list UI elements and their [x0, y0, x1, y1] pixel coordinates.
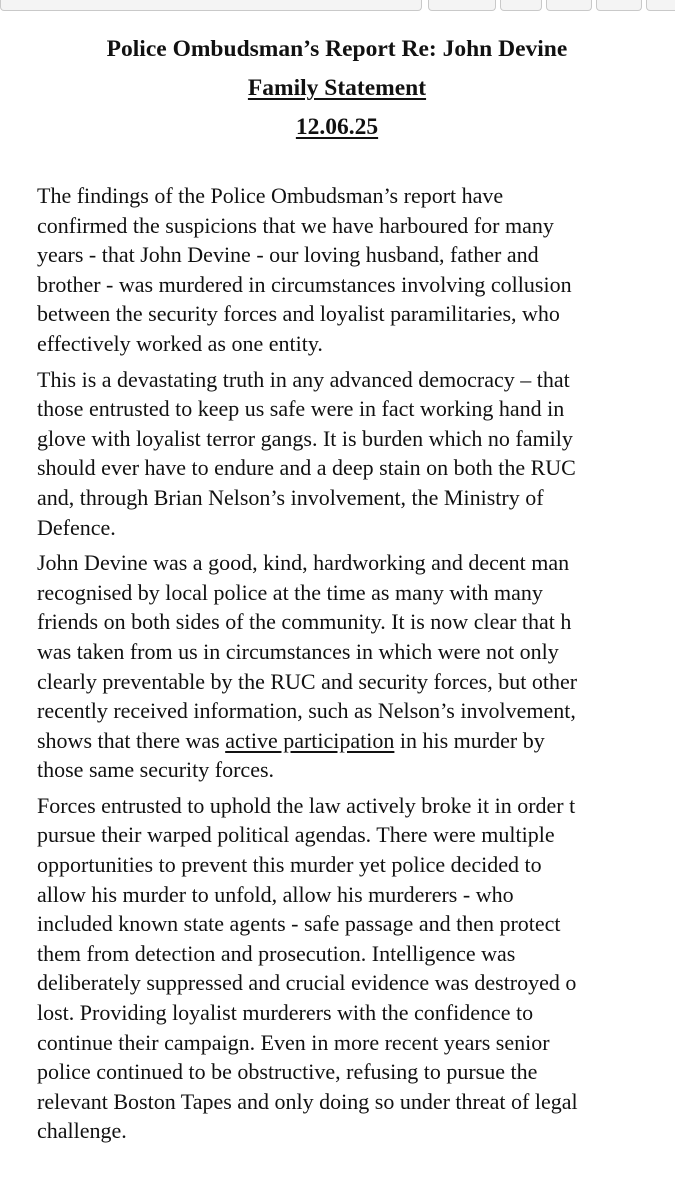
text-line: lost. Providing loyalist murderers with the confidence to — [37, 1000, 534, 1026]
document-title: Police Ombudsman’s Report Re: John Devine — [106, 36, 568, 62]
text-line: those same security forces. — [37, 757, 275, 783]
paragraph-4 — [37, 791, 675, 1146]
text-line: glove with loyalist terror gangs. It is burden which no family — [37, 425, 573, 451]
text-line: confirmed the suspicions that we have harboured for many — [37, 212, 554, 238]
text-line: friends on both sides of the community. It is now clear that h — [37, 609, 572, 635]
text-line: challenge. — [37, 1118, 127, 1144]
toolbar-segment — [428, 0, 496, 11]
document-page — [37, 30, 675, 1152]
text-line: John Devine was a good, kind, hardworking and decent man — [37, 550, 570, 576]
toolbar-segment — [500, 0, 542, 11]
text-line: those entrusted to keep us safe were in fact working hand in — [37, 396, 565, 422]
text-line: effectively worked as one entity. — [37, 330, 323, 356]
toolbar-segment — [546, 0, 592, 11]
text-line: included known state agents - safe passage and then protect — [37, 911, 561, 937]
text-line: Defence. — [37, 514, 116, 540]
text-line-emphasis — [37, 726, 675, 756]
toolbar-segment — [646, 0, 675, 11]
paragraph-3 — [37, 548, 675, 785]
statement-body — [37, 181, 675, 1146]
toolbar-segment — [596, 0, 642, 11]
text-line: recognised by local police at the time as many with many — [37, 579, 543, 605]
text-line: was taken from us in circumstances in which were not only — [37, 638, 559, 664]
document-date: 12.06.25 — [295, 114, 379, 140]
document-header — [37, 30, 637, 147]
text-line: police continued to be obstructive, refusing to pursue the — [37, 1059, 538, 1085]
toolbar-segment — [0, 0, 422, 11]
text-line: pursue their warped political agendas. There were multiple — [37, 822, 555, 848]
text-line: and, through Brian Nelson’s involvement, the Ministry of — [37, 484, 544, 510]
underlined-phrase: active participation — [225, 727, 395, 753]
text-fragment: in his murder by — [394, 727, 545, 753]
text-line: continue their campaign. Even in more recent years senior — [37, 1029, 550, 1055]
text-line: between the security forces and loyalist paramilitaries, who — [37, 301, 560, 327]
document-subtitle: Family Statement — [247, 75, 427, 101]
text-line: them from detection and prosecution. Intelligence was — [37, 940, 516, 966]
text-line: allow his murder to unfold, allow his murderers - who — [37, 881, 514, 907]
text-fragment: shows that there was — [37, 727, 226, 753]
text-line: years - that John Devine - our loving husband, father and — [37, 242, 539, 268]
text-line: clearly preventable by the RUC and security forces, but other — [37, 668, 578, 694]
paragraph-2 — [37, 365, 675, 543]
top-toolbar-strip — [0, 0, 675, 14]
text-line: recently received information, such as Nelson’s involvement, — [37, 698, 576, 724]
text-line: opportunities to prevent this murder yet police decided to — [37, 852, 542, 878]
text-line: This is a devastating truth in any advanced democracy – that — [37, 366, 570, 392]
text-line: brother - was murdered in circumstances involving collusion — [37, 271, 572, 297]
paragraph-1 — [37, 181, 675, 359]
text-line: The findings of the Police Ombudsman’s report have — [37, 183, 504, 208]
text-line: should ever have to endure and a deep stain on both the RUC — [37, 455, 576, 481]
text-line: relevant Boston Tapes and only doing so under threat of legal — [37, 1088, 578, 1114]
text-line: deliberately suppressed and crucial evidence was destroyed o — [37, 970, 577, 996]
text-line: Forces entrusted to uphold the law actively broke it in order t — [37, 792, 576, 818]
